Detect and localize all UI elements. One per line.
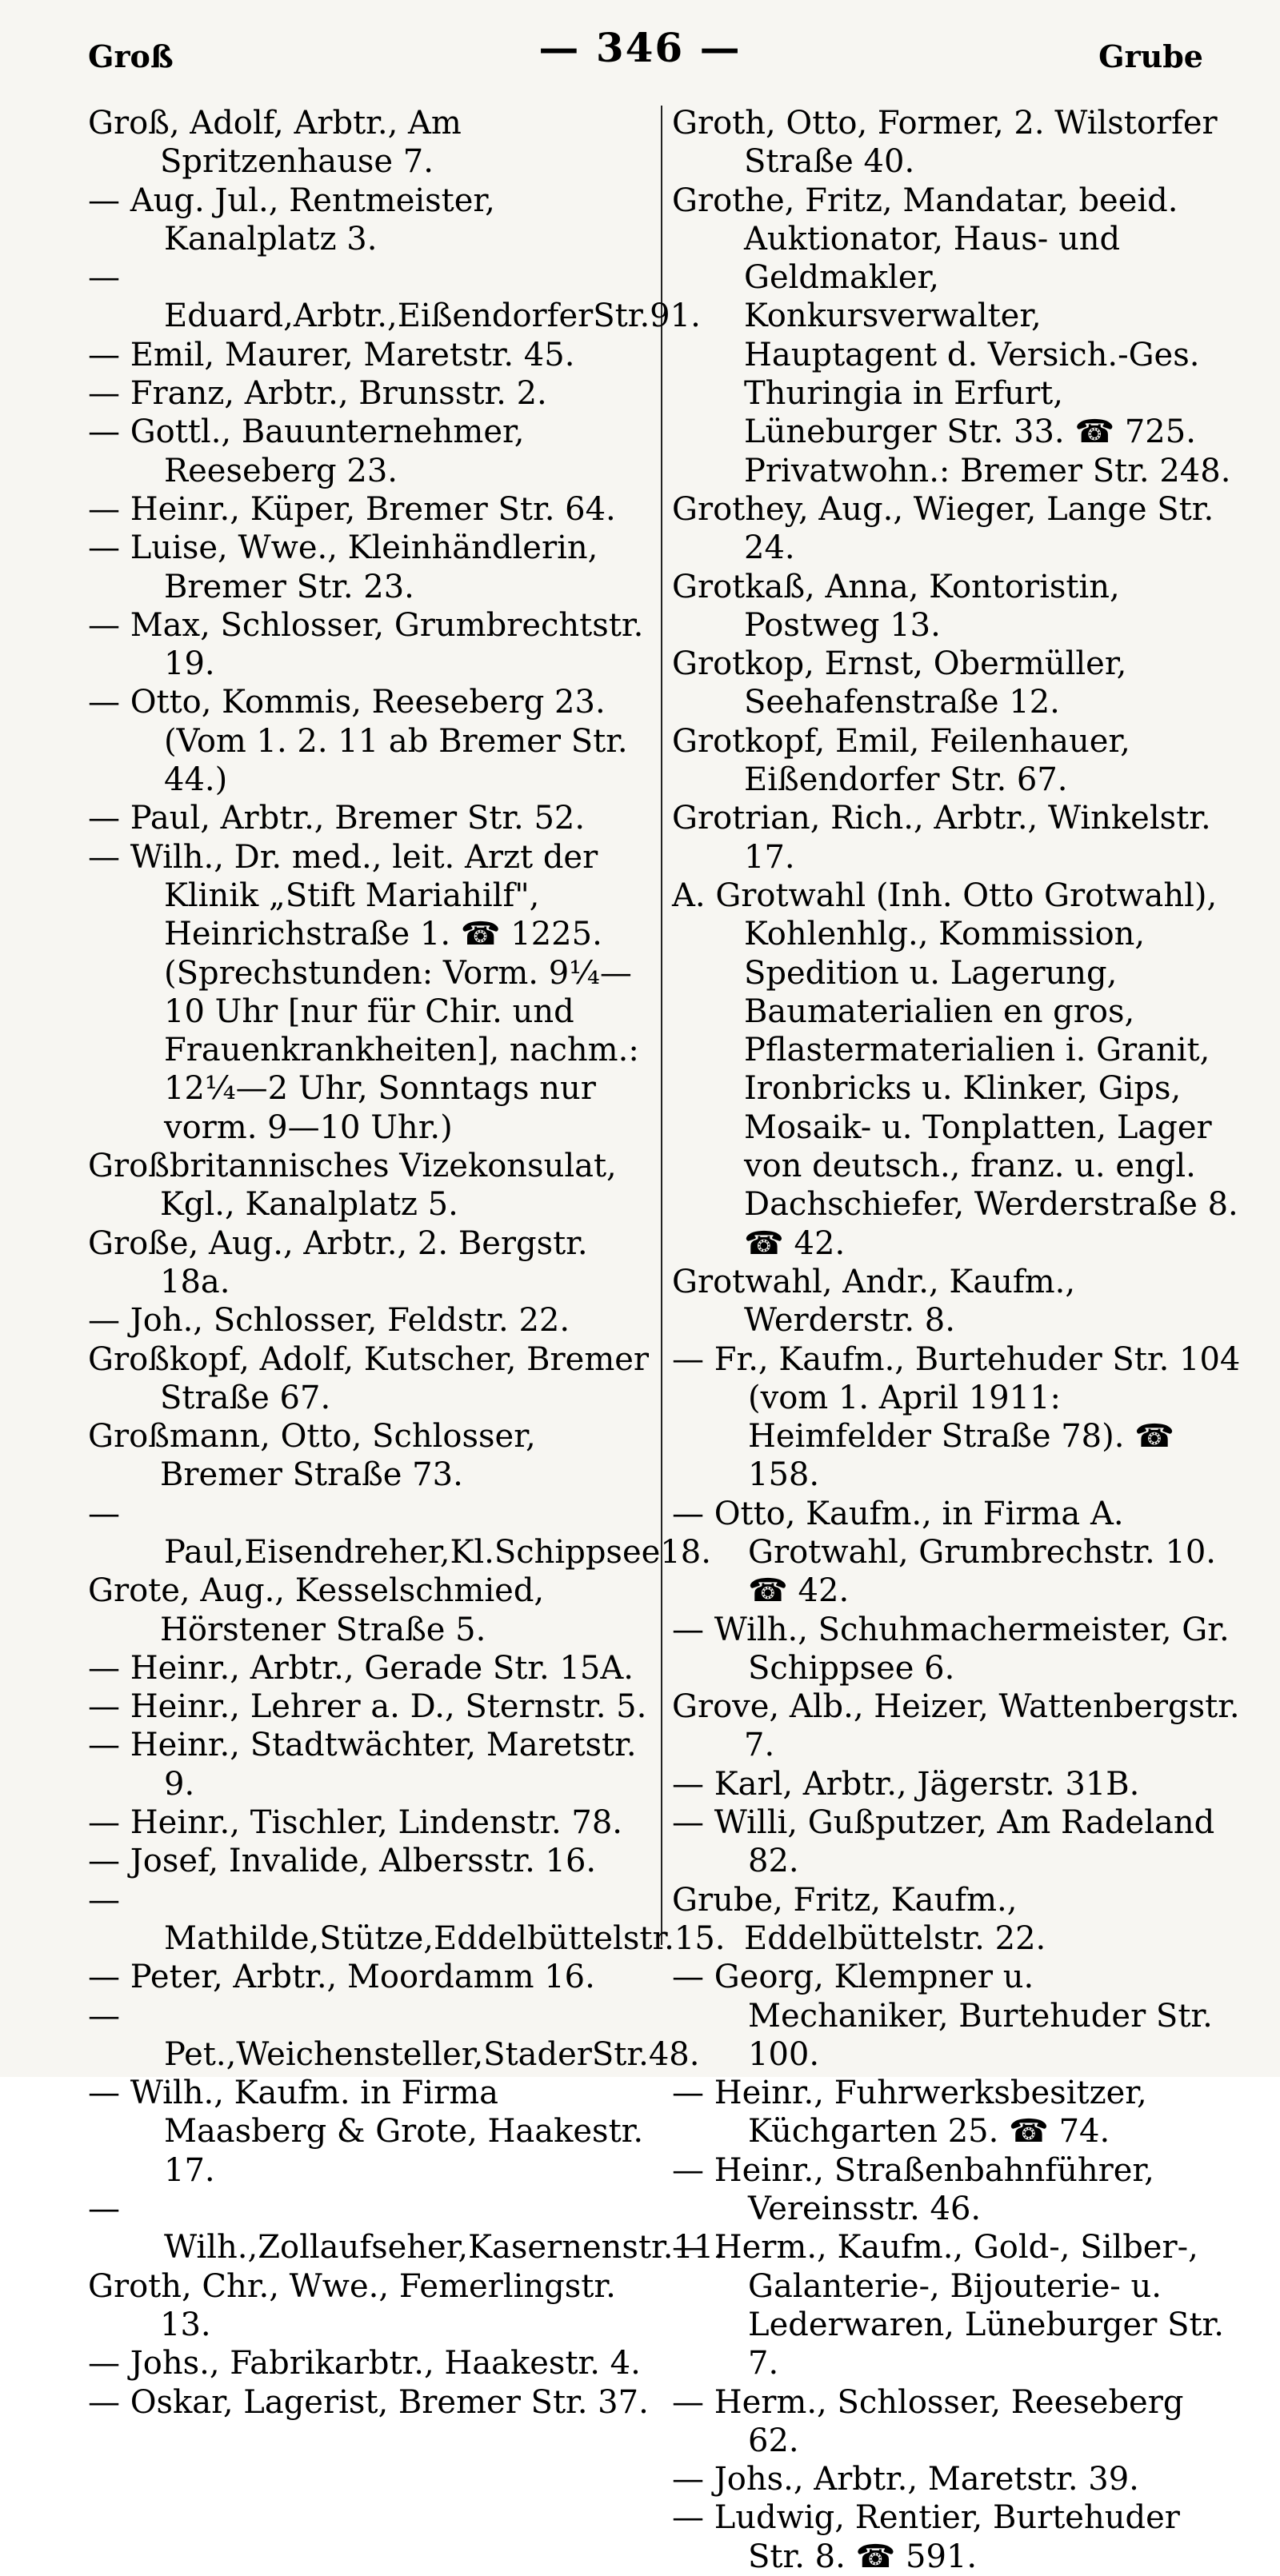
directory-entry: — Ludwig, Rentier, Burtehuder Str. 8. ☎ 591.: [672, 2499, 1180, 2575]
directory-entry: — Wilh.,Zollaufseher,Kasernenstr.11.: [88, 2191, 725, 2266]
directory-entry: Groth, Otto, Former, 2. Wilstorfer Straße 40.: [672, 105, 1218, 181]
running-head-left: Groß: [88, 38, 174, 74]
directory-entry: — Willi, Gußputzer, Am Radeland 82.: [672, 1804, 1215, 1880]
directory-entry: — Heinr., Fuhrwerksbesitzer, Küchgarten 25. ☎ 74.: [672, 2075, 1147, 2151]
directory-entry: Groß, Adolf, Arbtr., Am Spritzenhause 7.: [88, 105, 462, 181]
directory-entry: — Heinr., Straßenbahnführer, Vereinsstr. 46.: [672, 2151, 1154, 2228]
directory-entry: — Mathilde,Stütze,Eddelbüttelstr.15.: [88, 1881, 726, 1957]
directory-entry: — Oskar, Lagerist, Bremer Str. 37.: [88, 2383, 649, 2421]
directory-entry: Groth, Chr., Wwe., Femerlingstr. 13.: [88, 2267, 616, 2343]
directory-entry: — Aug. Jul., Rentmeister, Kanalplatz 3.: [88, 182, 495, 258]
left-column: [88, 104, 726, 2422]
directory-entry: — Paul,Eisendreher,Kl.Schippsee18.: [88, 1495, 711, 1571]
directory-entry: — Fr., Kaufm., Burtehuder Str. 104 (vom 1. April 1911: Heimfelder Straße 78). ☎ 158.: [672, 1340, 1241, 1494]
directory-entry: — Otto, Kommis, Reeseberg 23. (Vom 1. 2. 11 ab Bremer Str. 44.): [88, 684, 628, 799]
directory-entry: Grote, Aug., Kesselschmied, Hörstener Straße 5.: [88, 1572, 545, 1648]
directory-entry: — Heinr., Lehrer a. D., Sternstr. 5.: [88, 1688, 647, 1726]
directory-entry: — Herm., Kaufm., Gold-, Silber-, Galanterie-, Bijouterie- u. Lederwaren, Lüneburger Str. 7.: [672, 2229, 1224, 2382]
directory-entry: A. Grotwahl (Inh. Otto Grotwahl), Kohlenhlg., Kommission, Spedition u. Lagerung, Baumaterialien en gros, Pflastermaterialien i. Granit, Ironbricks u. Klinker, Gips, Mosaik- u. Tonplatten, Lager von deutsch., franz. u. engl. Dachschiefer, Werderstraße 8. ☎ 42.: [672, 877, 1238, 1262]
directory-entry: Großkopf, Adolf, Kutscher, Bremer Straße 67.: [88, 1340, 650, 1416]
directory-entry: Grotkaß, Anna, Kontoristin, Postweg 13.: [672, 568, 1120, 644]
directory-entry: Großmann, Otto, Schlosser, Bremer Straße 73.: [88, 1418, 536, 1494]
directory-entry: — Heinr., Tischler, Lindenstr. 78.: [88, 1804, 623, 1842]
directory-entry: — Heinr., Stadtwächter, Maretstr. 9.: [88, 1727, 637, 1803]
directory-entry: — Eduard,Arbtr.,EißendorferStr.91.: [88, 259, 701, 335]
directory-entry: — Otto, Kaufm., in Firma A. Grotwahl, Grumbrechstr. 10. ☎ 42.: [672, 1495, 1216, 1610]
directory-entry: — Pet.,Weichensteller,StaderStr.48.: [88, 1997, 700, 2073]
directory-entry: Grothe, Fritz, Mandatar, beeid. Auktionator, Haus- und Geldmakler, Konkursverwalter, Hauptagent d. Versich.-Ges. Thuringia in Erfurt, Lüneburger Str. 33. ☎ 725. Privatwohn.: Bremer Str. 248.: [672, 182, 1231, 489]
directory-entry: Grotwahl, Andr., Kaufm., Werderstr. 8.: [672, 1263, 1076, 1340]
directory-entry: — Paul, Arbtr., Bremer Str. 52.: [88, 800, 586, 837]
directory-entry: — Herm., Schlosser, Reeseberg 62.: [672, 2383, 1184, 2459]
directory-entry: — Wilh., Schuhmachermeister, Gr. Schippsee 6.: [672, 1611, 1230, 1687]
directory-entry: — Karl, Arbtr., Jägerstr. 31B.: [672, 1765, 1140, 1803]
directory-entry: Grove, Alb., Heizer, Wattenbergstr. 7.: [672, 1688, 1240, 1764]
directory-entry: — Georg, Klempner u. Mechaniker, Burtehuder Str. 100.: [672, 1959, 1213, 2073]
directory-entry: — Franz, Arbtr., Brunsstr. 2.: [88, 375, 547, 413]
directory-entry: — Luise, Wwe., Kleinhändlerin, Bremer Str. 23.: [88, 529, 598, 605]
running-head-right: Grube: [1098, 38, 1203, 74]
directory-entry: Grothey, Aug., Wieger, Lange Str. 24.: [672, 490, 1214, 567]
directory-entry: Grube, Fritz, Kaufm., Eddelbüttelstr. 22.: [672, 1881, 1046, 1957]
directory-entry: Grotkopf, Emil, Feilenhauer, Eißendorfer Str. 67.: [672, 722, 1130, 799]
page-header: [0, 0, 1280, 96]
directory-entry: — Peter, Arbtr., Moordamm 16.: [88, 1959, 595, 1996]
directory-entry: Großbritannisches Vizekonsulat, Kgl., Kanalplatz 5.: [88, 1148, 617, 1224]
directory-entry: Große, Aug., Arbtr., 2. Bergstr. 18a.: [88, 1224, 588, 1300]
right-column: [672, 104, 1242, 2576]
directory-entry: — Wilh., Dr. med., leit. Arzt der Klinik „Stift Mariahilf", Heinrichstraße 1. ☎ 1225. (Sprechstunden: Vorm. 9¼—10 Uhr [nur für Chir. und Frauenkrankheiten], nachm.: 12¼—2 Uhr, Sonntags nur vorm. 9—10 Uhr.): [88, 838, 639, 1146]
directory-entry: — Max, Schlosser, Grumbrechtstr. 19.: [88, 606, 644, 683]
directory-entry: — Emil, Maurer, Maretstr. 45.: [88, 336, 575, 373]
directory-entry: Grotkop, Ernst, Obermüller, Seehafenstraße 12.: [672, 645, 1127, 721]
column-divider: [661, 106, 662, 1945]
directory-entry: — Heinr., Arbtr., Gerade Str. 15A.: [88, 1649, 634, 1687]
directory-entry: — Joh., Schlosser, Feldstr. 22.: [88, 1302, 570, 1340]
directory-entry: — Johs., Arbtr., Maretstr. 39.: [672, 2461, 1139, 2498]
directory-entry: — Gottl., Bauunternehmer, Reeseberg 23.: [88, 413, 525, 489]
directory-entry: — Heinr., Küper, Bremer Str. 64.: [88, 490, 616, 528]
directory-entry: Grotrian, Rich., Arbtr., Winkelstr. 17.: [672, 800, 1211, 876]
directory-entry: — Johs., Fabrikarbtr., Haakestr. 4.: [88, 2345, 641, 2382]
directory-entry: — Josef, Invalide, Albersstr. 16.: [88, 1843, 597, 1880]
page-number: — 346 —: [538, 24, 742, 71]
directory-entry: — Wilh., Kaufm. in Firma Maasberg & Grote, Haakestr. 17.: [88, 2075, 644, 2189]
